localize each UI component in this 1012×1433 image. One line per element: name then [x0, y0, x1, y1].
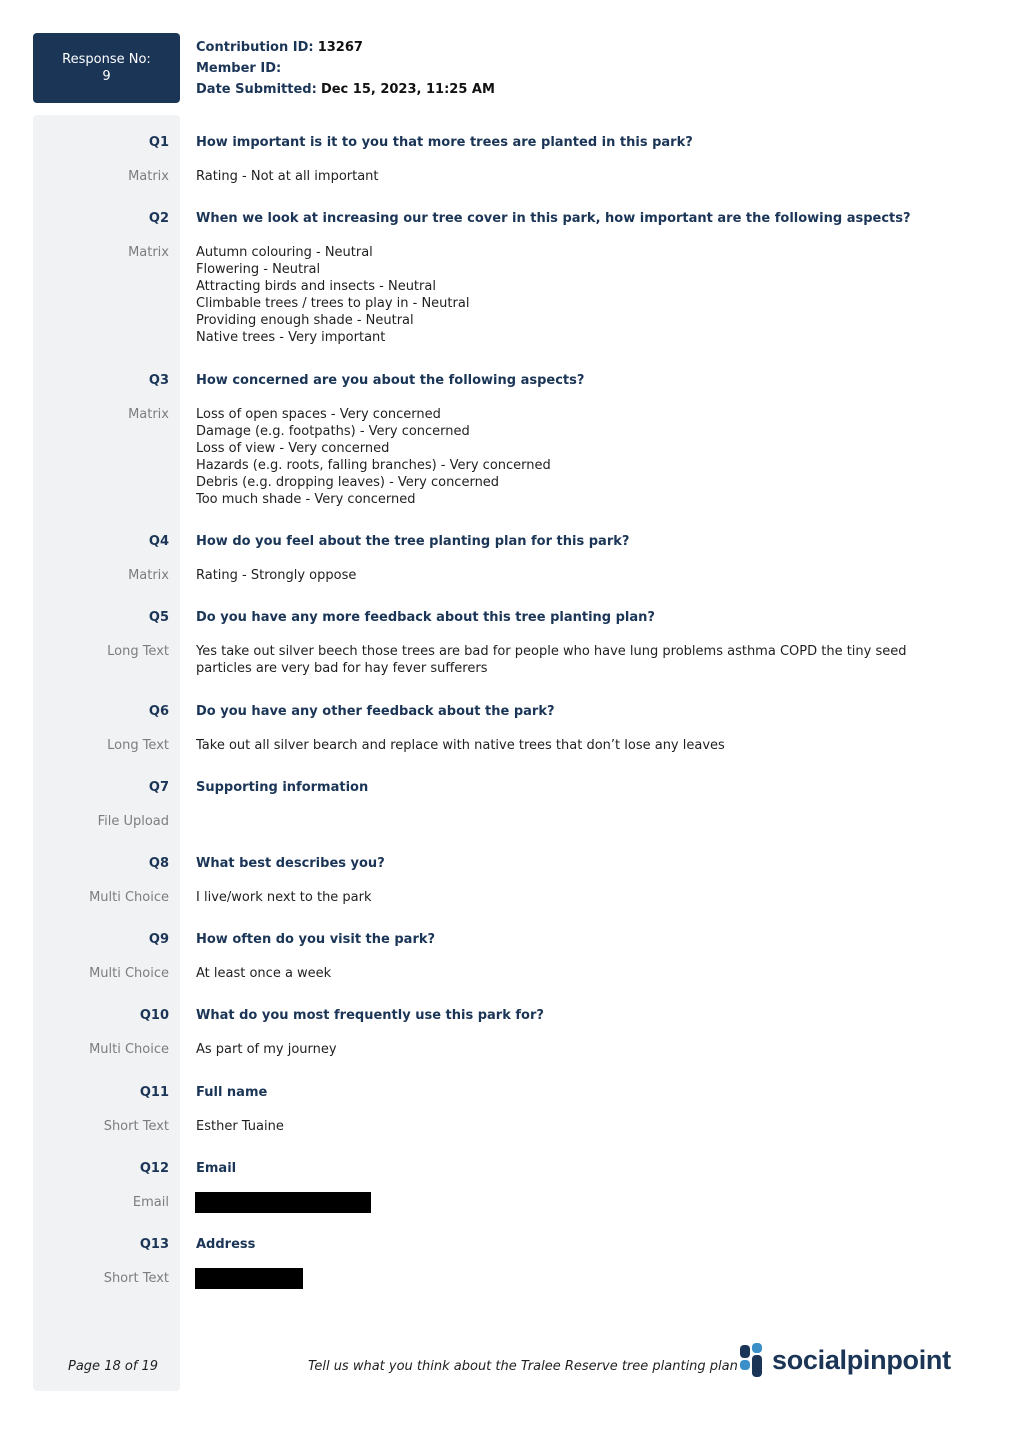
question-title: How do you feel about the tree planting plan for this park?: [196, 534, 630, 549]
question-number: Q1: [148, 135, 169, 150]
answer-list: [196, 406, 916, 508]
answer-line: Damage (e.g. footpaths) - Very concerned: [196, 424, 470, 439]
answer-list: [196, 737, 916, 754]
answer-line: Providing enough shade - Neutral: [196, 313, 414, 328]
question-type: Matrix: [128, 568, 169, 583]
question-number: Q8: [148, 856, 169, 871]
answer-list: [196, 643, 916, 677]
answer-line: Loss of open spaces - Very concerned: [196, 407, 441, 422]
submission-meta: [196, 37, 495, 100]
question-type: Long Text: [107, 738, 169, 753]
answer-line: Esther Tuaine: [196, 1119, 284, 1134]
answer-line: Native trees - Very important: [196, 330, 386, 345]
answer-list: [196, 889, 916, 906]
response-number-box: [33, 33, 180, 103]
question-type: Short Text: [103, 1271, 169, 1286]
question-type: Matrix: [128, 407, 169, 422]
question-title: What do you most frequently use this park for?: [196, 1008, 544, 1023]
contribution-id-label: Contribution ID:: [196, 40, 314, 55]
answer-line: Autumn colouring - Neutral: [196, 245, 373, 260]
question-number: Q11: [139, 1085, 169, 1100]
question-title: When we look at increasing our tree cover in this park, how important are the following aspects?: [196, 211, 911, 226]
question-type: Long Text: [107, 644, 169, 659]
answer-line: Rating - Not at all important: [196, 169, 379, 184]
answer-line: Flowering - Neutral: [196, 262, 321, 277]
question-title: How often do you visit the park?: [196, 932, 436, 947]
answer-list: [196, 1118, 916, 1135]
footer-survey-title: Tell us what you think about the Tralee Reserve tree planting plan: [308, 1359, 738, 1374]
answer-line: Attracting birds and insects - Neutral: [196, 279, 436, 294]
question-type: Multi Choice: [89, 1042, 169, 1057]
socialpinpoint-logo-icon: [740, 1343, 764, 1377]
socialpinpoint-logo: [740, 1343, 951, 1377]
date-submitted-value: Dec 15, 2023, 11:25 AM: [320, 82, 495, 97]
question-number: Q4: [148, 534, 169, 549]
question-title: Do you have any more feedback about this tree planting plan?: [196, 610, 655, 625]
response-label: Response No:: [62, 52, 151, 67]
answer-line: Hazards (e.g. roots, falling branches) - Very concerned: [196, 458, 551, 473]
question-type: Short Text: [103, 1119, 169, 1134]
question-number: Q13: [139, 1237, 169, 1252]
answer-line: Too much shade - Very concerned: [196, 492, 416, 507]
answer-list: [196, 244, 916, 346]
question-number: Q3: [148, 373, 169, 388]
member-id-label: Member ID:: [196, 61, 282, 76]
answer-line: Take out all silver bearch and replace with native trees that don’t lose any leaves: [196, 738, 725, 753]
answer-line: Debris (e.g. dropping leaves) - Very concerned: [196, 475, 500, 490]
date-submitted-label: Date Submitted:: [196, 82, 317, 97]
question-number: Q5: [148, 610, 169, 625]
question-type: Multi Choice: [89, 966, 169, 981]
question-title: Do you have any other feedback about the park?: [196, 704, 555, 719]
question-title: Address: [196, 1237, 256, 1252]
question-number: Q10: [139, 1008, 169, 1023]
redacted-email: [195, 1192, 371, 1213]
question-number: Q7: [148, 780, 169, 795]
response-number: 9: [102, 69, 111, 84]
question-number: Q6: [148, 704, 169, 719]
answer-list: [196, 965, 916, 982]
answer-line: Loss of view - Very concerned: [196, 441, 390, 456]
question-title: Full name: [196, 1085, 268, 1100]
question-number: Q12: [139, 1161, 169, 1176]
question-type: Email: [132, 1195, 169, 1210]
brand-name: socialpinpoint: [772, 1344, 951, 1375]
answer-line: At least once a week: [196, 966, 332, 981]
contribution-id-value: 13267: [317, 40, 363, 55]
answer-list: [196, 1041, 916, 1058]
answer-line: Yes take out silver beech those trees are bad for people who have lung problems asthma COPD the tiny seed particles are very bad for hay fever sufferers: [196, 644, 907, 676]
answer-list: [196, 567, 916, 584]
question-type: Matrix: [128, 245, 169, 260]
question-title: How important is it to you that more trees are planted in this park?: [196, 135, 693, 150]
redacted-address: [195, 1268, 303, 1289]
question-type: Multi Choice: [89, 890, 169, 905]
question-title: How concerned are you about the following aspects?: [196, 373, 585, 388]
answer-line: Climbable trees / trees to play in - Neutral: [196, 296, 470, 311]
page-number: Page 18 of 19: [68, 1359, 159, 1374]
question-title: Email: [196, 1161, 237, 1176]
question-number: Q9: [148, 932, 169, 947]
question-type: File Upload: [97, 814, 169, 829]
question-title: What best describes you?: [196, 856, 385, 871]
answer-line: As part of my journey: [196, 1042, 337, 1057]
question-type: Matrix: [128, 169, 169, 184]
question-number: Q2: [148, 211, 169, 226]
question-title: Supporting information: [196, 780, 369, 795]
answer-list: [196, 168, 916, 185]
answer-line: Rating - Strongly oppose: [196, 568, 357, 583]
answer-line: I live/work next to the park: [196, 890, 372, 905]
